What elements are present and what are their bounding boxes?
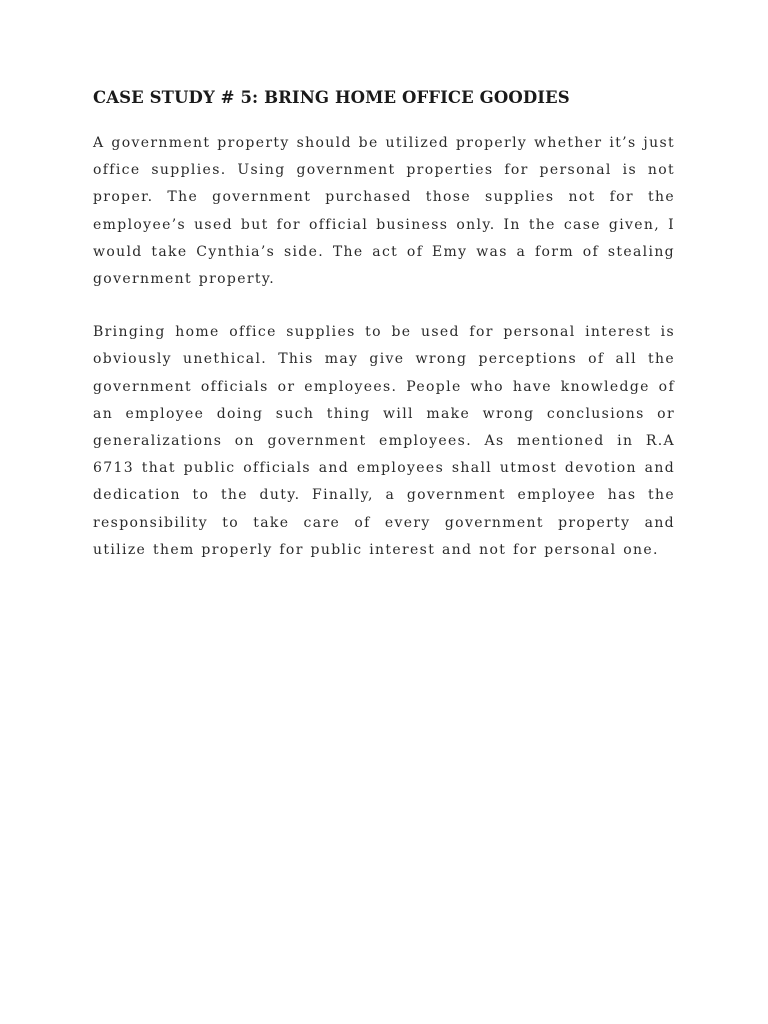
document-title: CASE STUDY # 5: BRING HOME OFFICE GOODIES: [93, 88, 570, 107]
document-body: [93, 86, 675, 590]
paragraph-1: A government property should be utilized properly whether it’s just office supplies. Using government properties for personal is not proper. The government purchased those supplies not for the employee’s used but for official business only. In the case given, I would take Cynthia’s side. The act of Emy was a form of stealing government property.: [93, 135, 675, 288]
paragraph-2: Bringing home office supplies to be used for personal interest is obviously unethical. This may give wrong perceptions of all the government officials or employees. People who have knowledge of an employee doing such thing will make wrong conclusions or generalizations on government employees. As mentioned in R.A 6713 that public officials and employees shall utmost devotion and dedication to the duty. Finally, a government employee has the responsibility to take care of every government property and utilize them properly for public interest and not for personal one.: [93, 324, 675, 558]
